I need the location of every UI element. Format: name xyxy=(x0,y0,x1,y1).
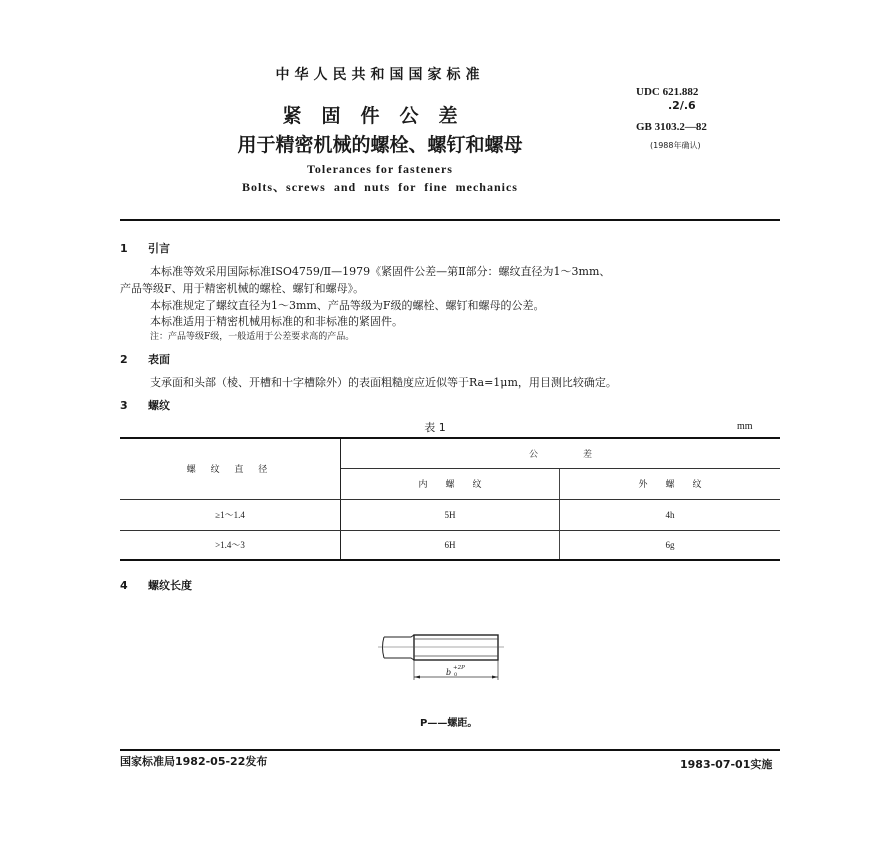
table-unit: mm xyxy=(737,421,753,432)
table-row xyxy=(120,499,780,530)
section-1-paragraph-1: 本标准等效采用国际标准ISO4759/Ⅱ—1979《紧固件公差—第Ⅱ部分：螺纹直径为1～3mm、 xyxy=(150,265,611,278)
footer-divider xyxy=(120,749,780,751)
thread-length-diagram xyxy=(370,630,510,686)
break-line xyxy=(383,637,385,658)
tolerance-table xyxy=(120,437,780,561)
tolerance-upper: +2P xyxy=(453,665,465,671)
header-internal-thread: 内 螺 纹 xyxy=(341,468,560,499)
section-title: 引言 xyxy=(148,242,170,255)
section-4-heading xyxy=(120,577,192,593)
section-1-paragraph-2: 本标准规定了螺纹直径为1～3mm、产品等级为F级的螺栓、螺钉和螺母的公差。 xyxy=(150,299,545,312)
section-1-note: 注：产品等级F级，一般适用于公差要求高的产品。 xyxy=(150,332,355,342)
section-number: 2 xyxy=(120,353,128,366)
section-1-heading xyxy=(120,240,170,256)
subtitle-en: Bolts、screws and nuts for fine mechanics xyxy=(242,180,518,194)
issued-date: 国家标准局1982-05-22发布 xyxy=(120,755,268,768)
shank-outline xyxy=(384,635,414,660)
section-number: 1 xyxy=(120,242,128,255)
national-standard-label: 中华人民共和国国家标准 xyxy=(275,67,485,83)
cell-internal: 5H xyxy=(341,499,560,530)
table-row xyxy=(120,530,780,560)
title-en: Tolerances for fasteners xyxy=(307,162,453,176)
confirmation-note: (1988年确认) xyxy=(650,141,701,150)
cell-diameter: ≥1～1.4 xyxy=(120,499,341,530)
section-1-paragraph-3: 本标准适用于精密机械用标准的和非标准的紧固件。 xyxy=(150,315,403,328)
tolerance-lower: 0 xyxy=(454,672,458,678)
table-caption: 表 1 xyxy=(424,421,446,434)
section-number: 4 xyxy=(120,579,128,592)
cell-external: 4h xyxy=(560,499,781,530)
section-2-heading xyxy=(120,351,170,367)
subtitle-cn: 用于精密机械的螺栓、螺钉和螺母 xyxy=(237,134,523,156)
header-external-thread: 外 螺 纹 xyxy=(560,468,781,499)
gb-number: GB 3103.2—82 xyxy=(636,121,707,133)
udc-code: UDC 621.882 xyxy=(636,86,699,98)
title-cn: 紧固件公差 xyxy=(282,105,478,127)
header-tolerance-group: 公 差 xyxy=(341,438,781,468)
dimension-label: b xyxy=(446,668,452,677)
section-3-heading xyxy=(120,397,170,413)
cell-external: 6g xyxy=(665,539,675,550)
header-divider xyxy=(120,219,780,221)
cell-internal: 6H xyxy=(341,530,560,560)
section-1-paragraph-1-cont: 产品等级F、用于精密机械的螺栓、螺钉和螺母》。 xyxy=(120,282,365,295)
section-title: 螺纹 xyxy=(148,399,170,412)
section-title: 表面 xyxy=(148,353,170,366)
section-number: 3 xyxy=(120,399,128,412)
section-title: 螺纹长度 xyxy=(148,579,192,592)
figure-caption: P——螺距。 xyxy=(420,718,478,729)
cell-diameter: >1.4～3 xyxy=(120,530,341,560)
effective-date: 1983-07-01实施 xyxy=(680,758,773,771)
section-2-paragraph: 支承面和头部（棱、开槽和十字槽除外）的表面粗糙度应近似等于Ra=1μm，用目测比较确定。 xyxy=(150,376,617,389)
udc-code-suffix: .2/.6 xyxy=(668,99,696,112)
header-thread-diameter: 螺 纹 直 径 xyxy=(120,438,341,499)
